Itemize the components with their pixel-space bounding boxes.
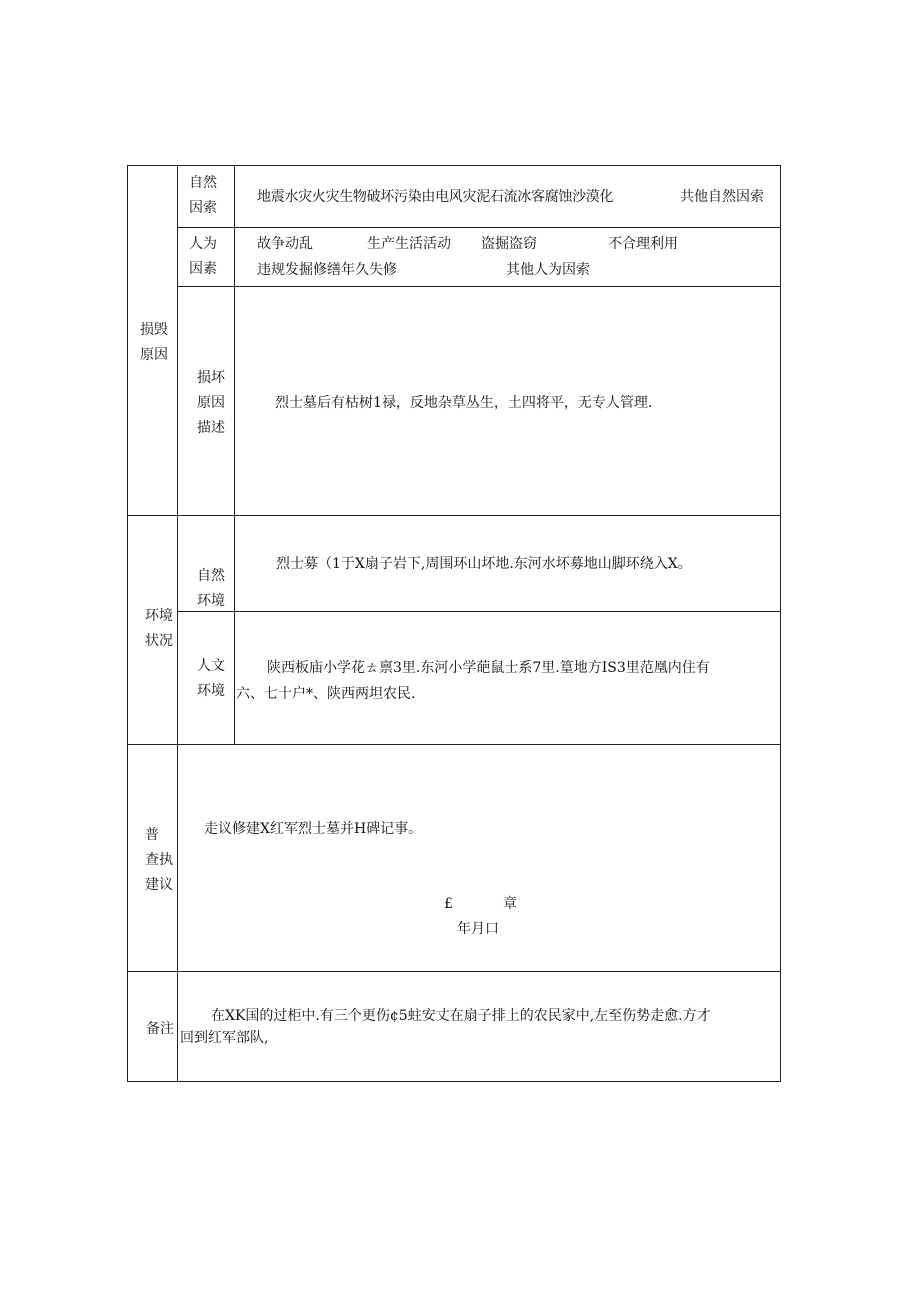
remarks-label: 备注: [146, 1021, 174, 1037]
section-divider: [127, 971, 781, 972]
remarks-line-2: 回到红军部队,: [180, 1030, 269, 1046]
row-divider: [177, 286, 781, 287]
seal-mark: £: [444, 896, 453, 912]
natural-factors-other: 共他自然因索: [680, 189, 764, 205]
advice-date: 年月口: [457, 921, 499, 937]
table-left-border: [127, 165, 128, 1082]
remarks-line-1: 在XK国的过柜中.有三个更伤¢5蛀安丈在扇子排上的农民家中,左至伤势走愈.方才: [211, 1008, 711, 1024]
damage-description-text: 烈士墓后有枯树1禄，反地杂草丛生，土四将平，无专人管理.: [275, 395, 653, 411]
human-factor-option: 生产生活活动: [367, 236, 451, 252]
human-factors-label: 人为 因素: [189, 236, 217, 277]
environment-label: 环境 状况: [145, 608, 173, 649]
advice-text: 走议修建X红军烈士墓并H碑记事。: [204, 821, 423, 837]
table-top-border: [127, 165, 781, 166]
cultural-environment-line-1: 陕西板庙小学花ㄊ禀3里.东河小学葩鼠士系7里.篁地方IS3里范凰内住有: [267, 660, 710, 676]
row-divider: [177, 227, 781, 228]
damage-description-label: 损坏 原因 描述: [197, 370, 225, 436]
human-factor-option: 其他人为因索: [506, 262, 590, 278]
natural-environment-text: 烈士募（1于X扇子岩下,周围环山坏地.东河水坏募地山脚环绕入X。: [276, 556, 692, 572]
section-divider: [127, 515, 781, 516]
table-bottom-border: [127, 1081, 781, 1082]
human-factor-option: 盗掘盗窃: [481, 236, 537, 252]
human-factor-option: 不合理利用: [608, 236, 678, 252]
row-divider: [177, 611, 781, 612]
cultural-environment-line-2: 六、七十户*、陕西两坦农民.: [236, 686, 416, 702]
advice-label: 普 查执 建议: [145, 827, 173, 893]
cultural-environment-label: 人文 环境: [197, 658, 225, 699]
seal-label: 章: [503, 896, 517, 912]
natural-environment-label: 自然 环境: [197, 568, 225, 609]
column-divider-main: [177, 165, 178, 1082]
table-right-border: [780, 165, 781, 1082]
section-divider: [127, 744, 781, 745]
damage-cause-label: 损毁 原因: [140, 322, 168, 363]
natural-factors-options: 地震水灾火灾生物破坏污染由电风灾泥石流冰客腐蚀沙漠化: [257, 189, 614, 205]
column-divider-sub: [234, 165, 235, 744]
human-factor-option: 故争动乱: [257, 236, 313, 252]
natural-factors-label: 自然 因索: [189, 175, 217, 216]
human-factor-option: 违规发掘修缮年久失修: [257, 262, 397, 278]
